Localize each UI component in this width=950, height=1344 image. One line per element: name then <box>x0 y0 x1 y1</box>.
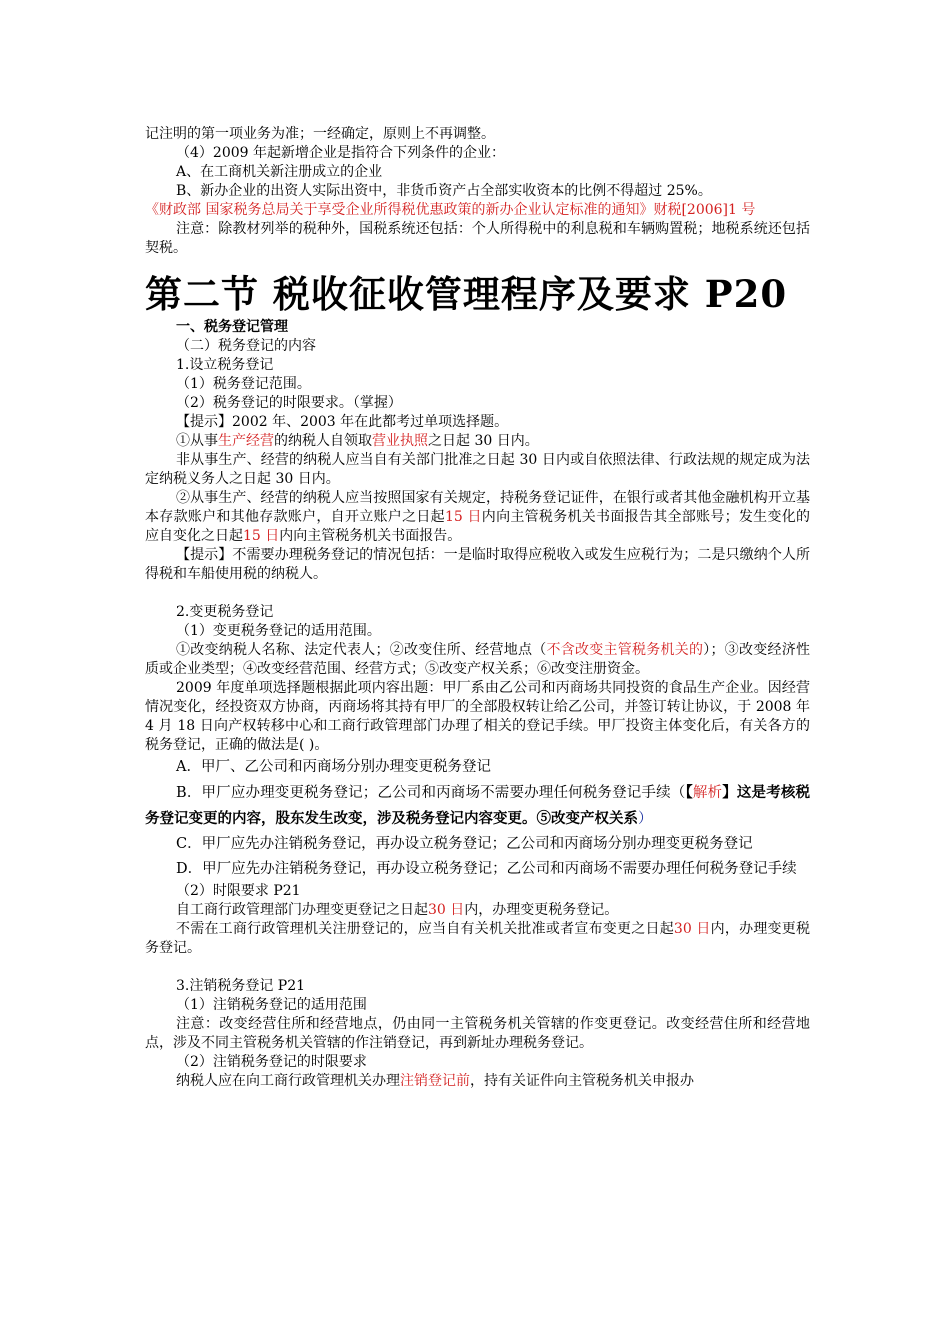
text-span: 【 <box>685 784 693 801</box>
paragraph <box>145 489 810 546</box>
highlight-text: 注销登记前 <box>400 1073 470 1089</box>
text-span: 内，办理变更税务登记。 <box>464 902 619 918</box>
item-heading: （2）注销税务登记的时限要求 <box>176 1054 367 1070</box>
spacer <box>145 958 810 977</box>
text-span: ②从事生产、经营的纳税人应当按照国家有关规定，持税务登记证件，在银行或者其他金融机构开立基本存款账户和其他存款账户，自开立账户之日起 <box>145 490 810 525</box>
highlight-text: 15 日 <box>243 528 280 544</box>
text-span: 内向主管税务机关书面报告。 <box>279 528 462 544</box>
text-span: ，持有关证件向主管税务机关申报办 <box>470 1073 694 1089</box>
highlight-text: 营业执照 <box>372 433 428 449</box>
paragraph <box>145 432 810 451</box>
text-span: 】这是考核税务登记变更的内容，股东发生改变，涉及税务登记内容变更。⑤改变产权关系 <box>145 784 811 827</box>
text-line: B、新办企业的出资人实际出资中，非货币资产占全部实收资本的比例不得超过 25%。 <box>176 183 712 199</box>
option-a: A．甲厂、乙公司和丙商场分别办理变更税务登记 <box>176 759 491 775</box>
text-span: ①改变纳税人名称、法定代表人；②改变住所、经营地点（ <box>176 642 547 658</box>
item-heading: 1.设立税务登记 <box>176 357 274 373</box>
paragraph <box>145 641 810 679</box>
item-heading: （1）变更税务登记的适用范围。 <box>176 623 381 639</box>
highlight-text: 30 日 <box>428 902 465 918</box>
paragraph <box>145 1072 810 1091</box>
paragraph: 非从事生产、经营的纳税人应当自有关部门批准之日起 30 日内或自依照法律、行政法规的规定成为法定纳税义务人之日起 30 日内。 <box>145 452 810 487</box>
text-line: （4）2009 年起新增企业是指符合下列条件的企业： <box>176 145 505 161</box>
text-span: 之日起 30 日内。 <box>428 433 539 449</box>
item-heading: 2.变更税务登记 <box>176 604 274 620</box>
paragraph: 注意：改变经营住所和经营地点，仍由同一主管税务机关管辖的作变更登记。改变经营住所和经营地点，涉及不同主管税务机关管辖的作注销登记，再到新址办理税务登记。 <box>145 1016 810 1051</box>
tip-text: 【提示】不需要办理税务登记的情况包括：一是临时取得应税收入或发生应税行为；二是只缴纳个人所得税和车船使用税的纳税人。 <box>145 547 810 582</box>
item-heading: （2）税务登记的时限要求。（掌握） <box>176 395 402 411</box>
text-span: B．甲厂应办理变更税务登记；乙公司和丙商场不需要办理任何税务登记手续（ <box>176 785 686 801</box>
text-span: 内向主管税务机关书面报告其全部账号；发生变化的应自变化之日起 <box>145 509 811 544</box>
text-span: 纳税人应在向工商行政管理机关办理 <box>176 1073 400 1089</box>
paragraph <box>145 901 810 920</box>
policy-reference: 《财政部 国家税务总局关于享受企业所得税优惠政策的新办企业认定标准的通知》财税[2006]1 号 <box>145 202 756 218</box>
option-b <box>145 780 810 832</box>
highlight-text: 30 日 <box>673 921 711 937</box>
text-span: ）；③改变经济性质或企业类型；④改变经营范围、经营方式；⑤改变产权关系；⑥改变注册资金。 <box>145 642 810 677</box>
highlight-text: 不含改变主管税务机关的 <box>546 642 704 658</box>
item-heading: （2）时限要求 P21 <box>176 883 301 899</box>
item-heading: 3.注销税务登记 P21 <box>176 978 306 994</box>
item-heading: （1）注销税务登记的适用范围 <box>176 997 367 1013</box>
text-span: 的纳税人自领取 <box>274 433 372 449</box>
highlight-text: 生产经营 <box>218 433 274 449</box>
question-text: 2009 年度单项选择题根据此项内容出题：甲厂系由乙公司和丙商场共同投资的食品生产企业。因经营情况变化，经投资双方协商，丙商场将其持有甲厂的全部股权转让给乙公司，并签订转让协议，于 2008 年 4 月 18 日向产权转移中心和工商行政管理部门办理了相关的登记手续。甲厂投资主体变化后，有关各方的税务登记，正确的做法是( )。 <box>145 680 810 753</box>
tip-text: 【提示】2002 年、2003 年在此都考过单项选择题。 <box>176 414 509 430</box>
text-line: A、在工商机关新注册成立的企业 <box>176 164 383 180</box>
highlight-text: 15 日 <box>444 509 482 525</box>
highlight-text: 解析 <box>692 785 723 801</box>
section-title: 第二节 税收征收管理程序及要求 P20 <box>145 272 788 316</box>
note-paragraph: 注意：除教材列举的税种外，国税系统还包括：个人所得税中的利息税和车辆购置税；地税系统还包括契税。 <box>145 221 810 256</box>
text-span: ） <box>638 811 653 827</box>
text-line: 记注明的第一项业务为准；一经确定，原则上不再调整。 <box>145 126 495 142</box>
text-span: 内，办理变更税务登记。 <box>145 921 810 956</box>
option-d: D．甲厂应先办注销税务登记，再办设立税务登记；乙公司和丙商场不需要办理任何税务登记手续 <box>176 861 797 877</box>
subsection-heading: 一、税务登记管理 <box>176 319 288 335</box>
paragraph <box>145 920 810 958</box>
spacer <box>145 584 810 603</box>
option-c: C．甲厂应先办注销税务登记，再办设立税务登记；乙公司和丙商场分别办理变更税务登记 <box>176 836 753 852</box>
text-span: 自工商行政管理部门办理变更登记之日起 <box>176 902 428 918</box>
subsection-heading: （二）税务登记的内容 <box>176 338 316 354</box>
text-span: ①从事 <box>176 433 218 449</box>
item-heading: （1）税务登记范围。 <box>176 376 311 392</box>
page-content <box>145 125 810 1091</box>
text-span: 不需在工商行政管理机关注册登记的，应当自有关机关批准或者宣布变更之日起 <box>176 921 674 937</box>
